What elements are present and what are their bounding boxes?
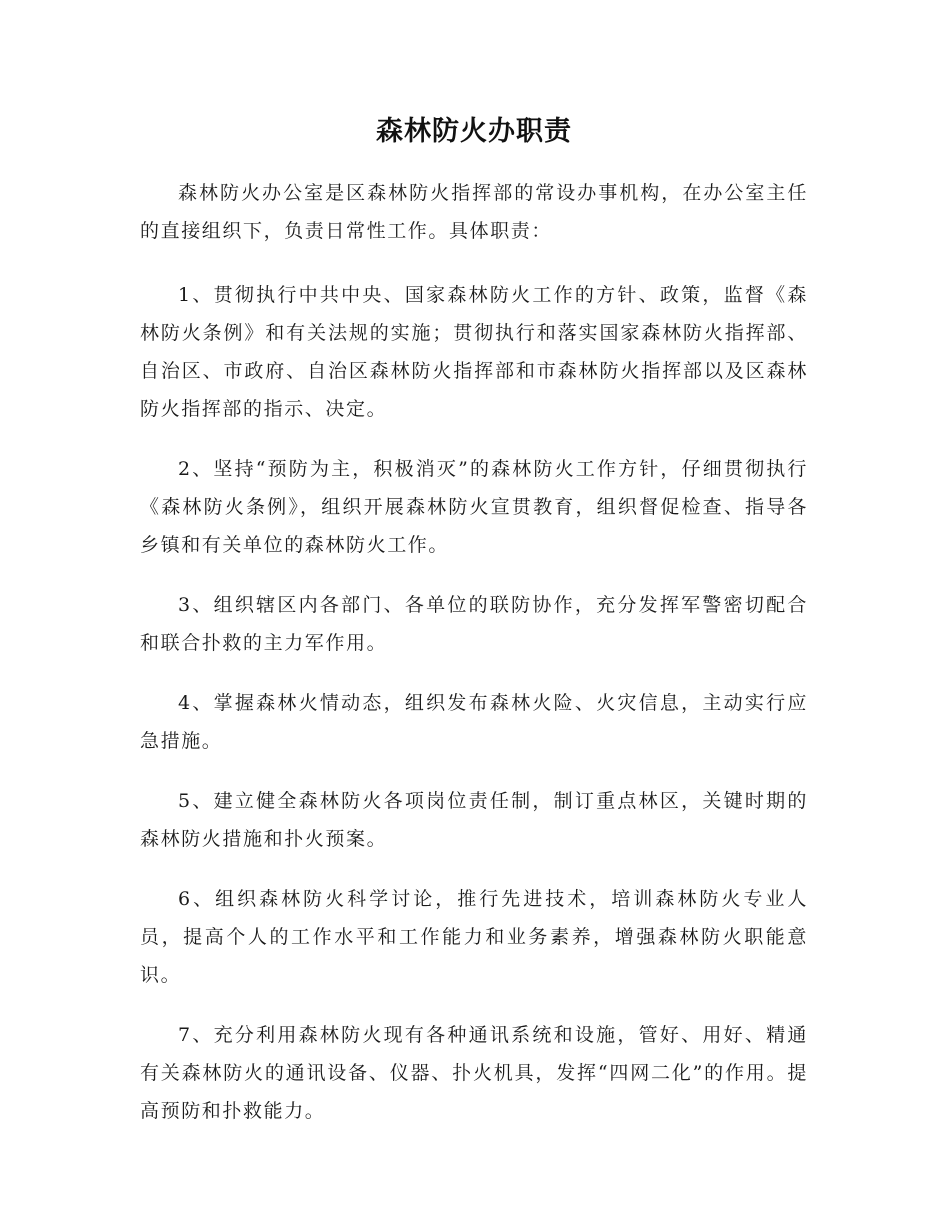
duty-item-7: 7、充分利用森林防火现有各种通讯系统和设施，管好、用好、精通有关森林防火的通讯设备、仪器、扑火机具，发挥“四网二化”的作用。提高预防和扑救能力。 (140, 1024, 808, 1122)
duty-item-4: 4、掌握森林火情动态，组织发布森林火险、火灾信息，主动实行应急措施。 (140, 692, 808, 752)
intro-paragraph: 森林防火办公室是区森林防火指挥部的常设办事机构，在办公室主任的直接组织下，负责日常性工作。具体职责： (140, 182, 808, 242)
document-page (140, 112, 808, 1152)
duty-item-5: 5、建立健全森林防火各项岗位责任制，制订重点林区，关键时期的森林防火措施和扑火预案。 (140, 790, 808, 850)
duty-item-3: 3、组织辖区内各部门、各单位的联防协作，充分发挥军警密切配合和联合扑救的主力军作用。 (140, 594, 808, 654)
duty-item-2: 2、坚持“预防为主，积极消灭”的森林防火工作方针，仔细贯彻执行《森林防火条例》，组织开展森林防火宣贯教育，组织督促检查、指导各乡镇和有关单位的森林防火工作。 (140, 458, 808, 556)
duty-item-6: 6、组织森林防火科学讨论，推行先进技术，培训森林防火专业人员，提高个人的工作水平和工作能力和业务素养，增强森林防火职能意识。 (140, 888, 808, 986)
duty-item-1: 1、贯彻执行中共中央、国家森林防火工作的方针、政策，监督《森林防火条例》和有关法规的实施；贯彻执行和落实国家森林防火指挥部、自治区、市政府、自治区森林防火指挥部和市森林防火指挥部以及区森林防火指挥部的指示、决定。 (140, 284, 808, 420)
document-title: 森林防火办职责 (376, 116, 572, 147)
